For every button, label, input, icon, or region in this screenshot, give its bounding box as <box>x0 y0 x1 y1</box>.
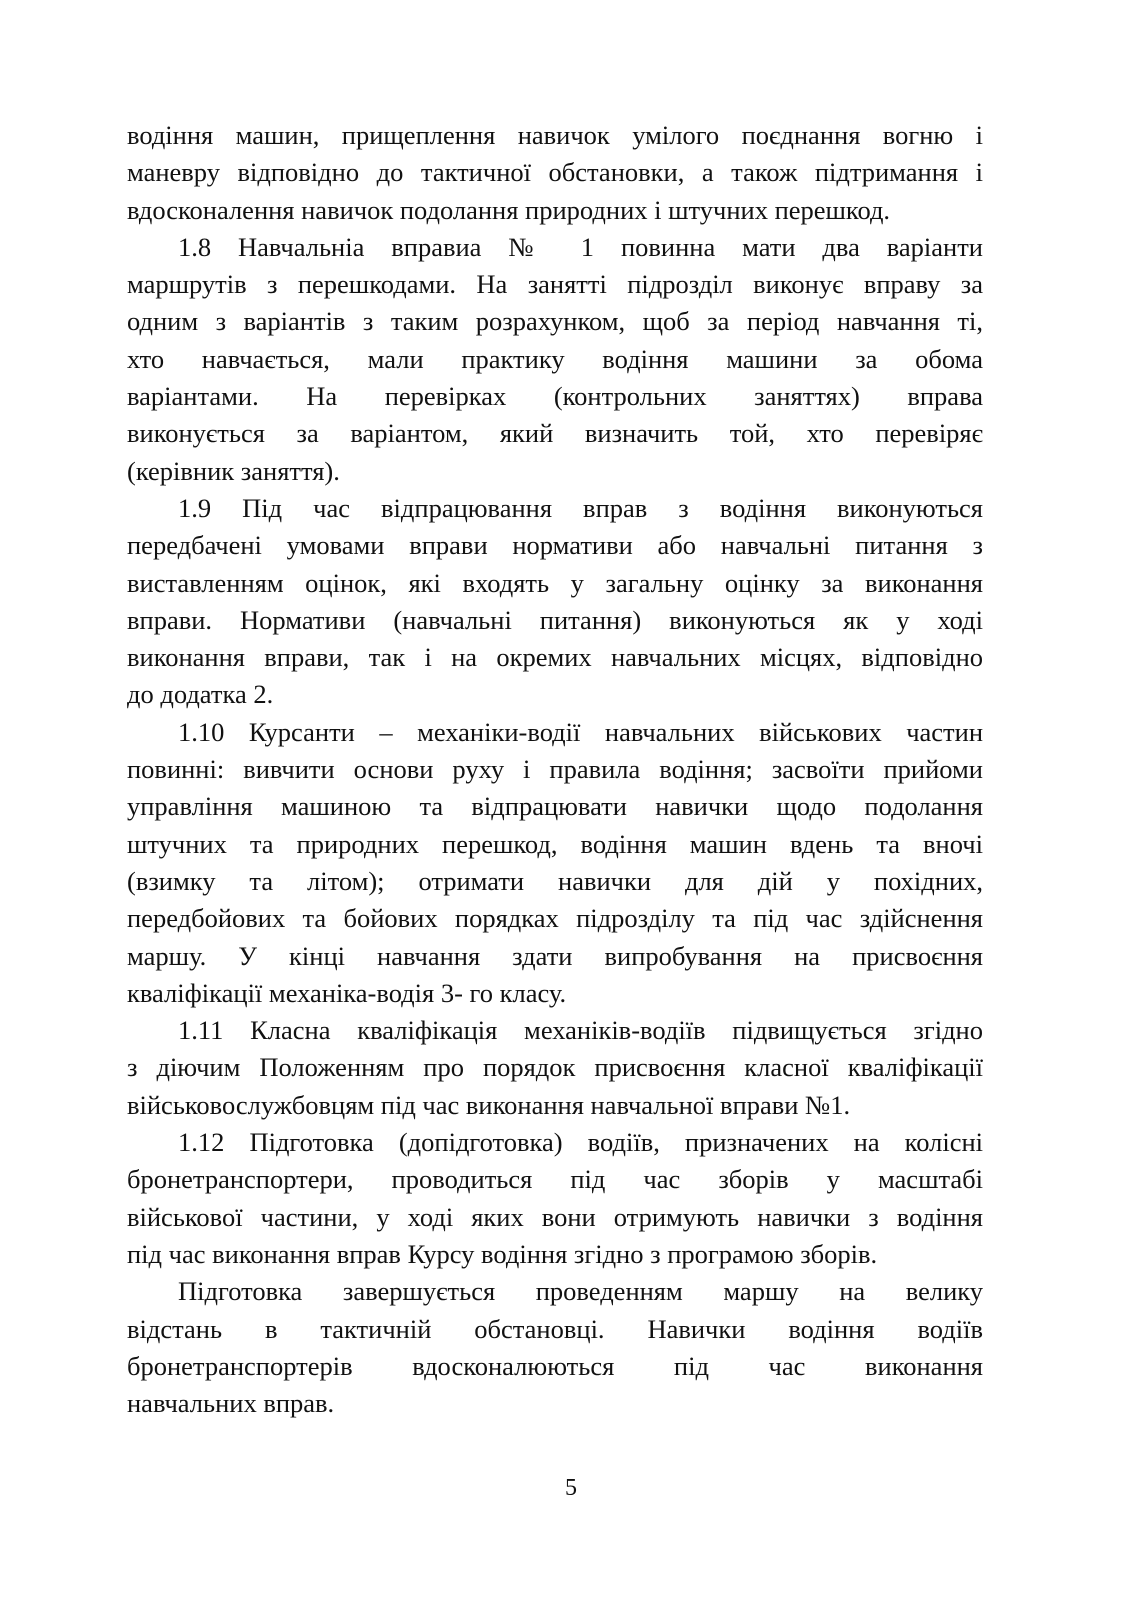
text-line: Підготовка завершується проведенням маршу на велику <box>178 1276 983 1307</box>
text-line: 1.12 Підготовка (допідготовка) водіїв, призначених на колісні <box>178 1127 983 1158</box>
text-line: під час виконання вправ Курсу водіння згідно з програмою зборів. <box>127 1238 878 1269</box>
text-line: 1.11 Класна кваліфікація механіків-водіїв підвищується згідно <box>178 1015 983 1046</box>
paragraph <box>127 1273 983 1422</box>
text-line: штучних та природних перешкод, водіння машин вдень та вночі <box>127 828 983 859</box>
text-line: вправи. Нормативи (навчальні питання) виконуються як у ході <box>127 604 983 635</box>
text-line: з діючим Положенням про порядок присвоєння класної кваліфікації <box>127 1052 983 1083</box>
text-line: маневру відповідно до тактичної обстановки, а також підтримання і <box>127 157 983 188</box>
text-line: виконання вправи, так і на окремих навчальних місцях, відповідно <box>127 642 983 673</box>
text-line: військовослужбовцям під час виконання навчальної вправи №1. <box>127 1089 851 1120</box>
text-line: маршу. У кінці навчання здати випробування на присвоєння <box>127 940 983 971</box>
text-line: навчальних вправ. <box>127 1388 335 1419</box>
text-line: 1.8 Навчальніа вправиа № 1 повинна мати два варіанти <box>178 231 983 262</box>
paragraph <box>127 1124 983 1273</box>
paragraph <box>127 229 983 490</box>
paragraph <box>127 490 983 714</box>
text-line: бронетранспортерів вдосконалюються під час виконання <box>127 1350 983 1381</box>
text-line: одним з варіантів з таким розрахунком, щоб за період навчання ті, <box>127 306 983 337</box>
text-line: вдосконалення навичок подолання природних і штучних перешкод. <box>127 194 891 225</box>
text-line: хто навчається, мали практику водіння машини за обома <box>127 343 983 374</box>
paragraph <box>127 117 983 229</box>
document-body <box>127 117 983 1422</box>
text-line: відстань в тактичній обстановці. Навички водіння водіїв <box>127 1313 983 1344</box>
text-line: передбойових та бойових порядках підрозділу та під час здійснення <box>127 903 983 934</box>
paragraph <box>127 714 983 1012</box>
text-line: кваліфікації механіка-водія 3- го класу. <box>127 977 567 1008</box>
text-line: військової частини, у ході яких вони отримують навички з водіння <box>127 1201 983 1232</box>
text-line: до додатка 2. <box>127 679 274 710</box>
text-line: виконується за варіантом, який визначить той, хто перевіряє <box>127 418 983 449</box>
text-line: бронетранспортери, проводиться під час зборів у масштабі <box>127 1164 983 1195</box>
text-line: 1.10 Курсанти – механіки-водії навчальних військових частин <box>178 716 983 747</box>
text-line: маршрутів з перешкодами. На занятті підрозділ виконує вправу за <box>127 269 983 300</box>
text-line: 1.9 Під час відпрацювання вправ з водіння виконуються <box>178 492 983 523</box>
text-line: (керівник заняття). <box>127 455 340 486</box>
text-line: передбачені умовами вправи нормативи або навчальні питання з <box>127 530 983 561</box>
paragraph <box>127 1012 983 1124</box>
text-line: (взимку та літом); отримати навички для дій у похідних, <box>127 865 983 896</box>
text-line: виставленням оцінок, які входять у загальну оцінку за виконання <box>127 567 983 598</box>
text-line: варіантами. На перевірках (контрольних заняттях) вправа <box>127 381 983 412</box>
text-line: водіння машин, прищеплення навичок умілого поєднання вогню і <box>127 120 983 150</box>
page-number: 5 <box>565 1475 577 1501</box>
text-line: управління машиною та відпрацювати навички щодо подолання <box>127 791 983 822</box>
text-line: повинні: вивчити основи руху і правила водіння; засвоїти прийоми <box>127 754 983 785</box>
